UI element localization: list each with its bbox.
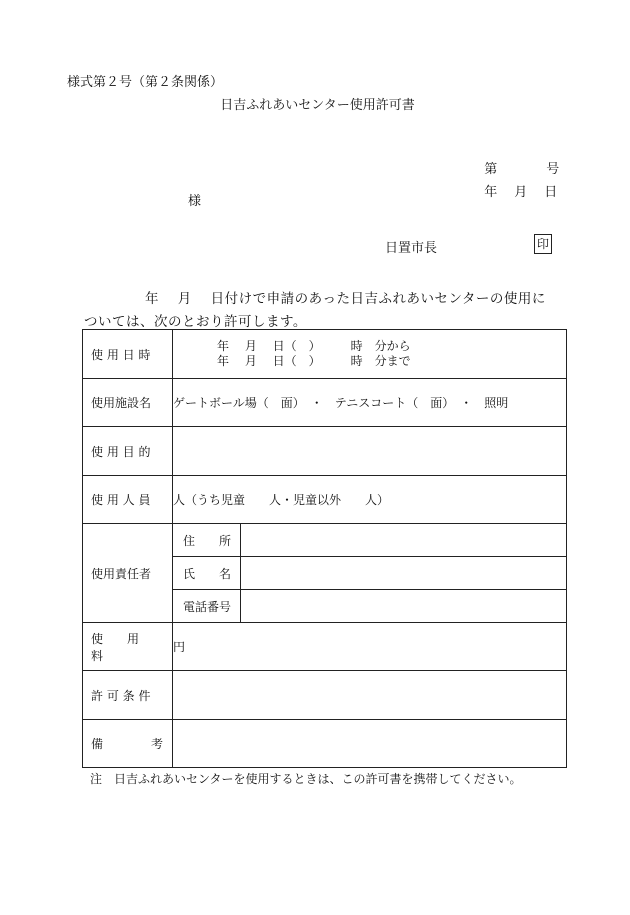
label-purpose: 使 用 目 的	[83, 427, 173, 476]
value-responsible-phone[interactable]	[241, 590, 567, 623]
row-usage-date	[83, 330, 567, 379]
label-usage-date: 使 用 日 時	[83, 330, 173, 379]
permit-number-prefix: 第	[484, 162, 498, 177]
label-fee: 使 用 料	[83, 623, 173, 671]
row-fee	[83, 623, 567, 671]
row-purpose	[83, 427, 567, 476]
label-responsible-address: 住 所	[173, 524, 241, 557]
body-text-line-1: 年 月 日付けで申請のあった日吉ふれあいセンターの使用に	[145, 291, 546, 307]
row-responsible-address	[83, 524, 567, 557]
row-facility	[83, 379, 567, 427]
addressee-suffix: 様	[188, 194, 202, 209]
date-month: 月	[514, 185, 528, 200]
value-facility[interactable]: ゲートボール場（ 面） ・ テニスコート（ 面） ・ 照明	[173, 379, 567, 427]
issuer-name: 日置市長	[385, 241, 438, 256]
value-persons[interactable]: 人（うち児童 人・児童以外 人）	[173, 476, 567, 524]
document-title: 日吉ふれあいセンター使用許可書	[220, 98, 415, 113]
value-purpose[interactable]	[173, 427, 567, 476]
usage-date-to: 年 月 日（ ） 時 分まで	[217, 354, 411, 368]
value-responsible-address[interactable]	[241, 524, 567, 557]
value-conditions[interactable]	[173, 671, 567, 720]
form-number: 様式第２号（第２条関係）	[67, 75, 224, 90]
value-responsible-name[interactable]	[241, 557, 567, 590]
value-remarks[interactable]	[173, 720, 567, 768]
row-remarks	[83, 720, 567, 768]
value-fee[interactable]: 円	[173, 623, 567, 671]
label-responsible: 使用責任者	[83, 524, 173, 623]
row-conditions	[83, 671, 567, 720]
usage-date-from: 年 月 日（ ） 時 分から	[217, 339, 411, 353]
permit-table	[82, 329, 567, 768]
seal-mark: 印	[534, 234, 552, 254]
label-responsible-phone: 電話番号	[173, 590, 241, 623]
label-responsible-name: 氏 名	[173, 557, 241, 590]
date-year: 年	[484, 185, 498, 200]
body-text-line-2: ついては、次のとおり許可します。	[84, 314, 307, 330]
value-usage-date[interactable]	[173, 330, 567, 379]
footnote: 注 日吉ふれあいセンターを使用するときは、この許可書を携帯してください。	[90, 772, 522, 786]
label-remarks: 備 考	[83, 720, 173, 768]
date-day: 日	[544, 185, 558, 200]
label-persons: 使 用 人 員	[83, 476, 173, 524]
label-facility: 使用施設名	[83, 379, 173, 427]
issue-date-line	[476, 166, 557, 200]
permit-number-suffix: 号	[546, 162, 560, 177]
row-persons	[83, 476, 567, 524]
label-conditions: 許 可 条 件	[83, 671, 173, 720]
